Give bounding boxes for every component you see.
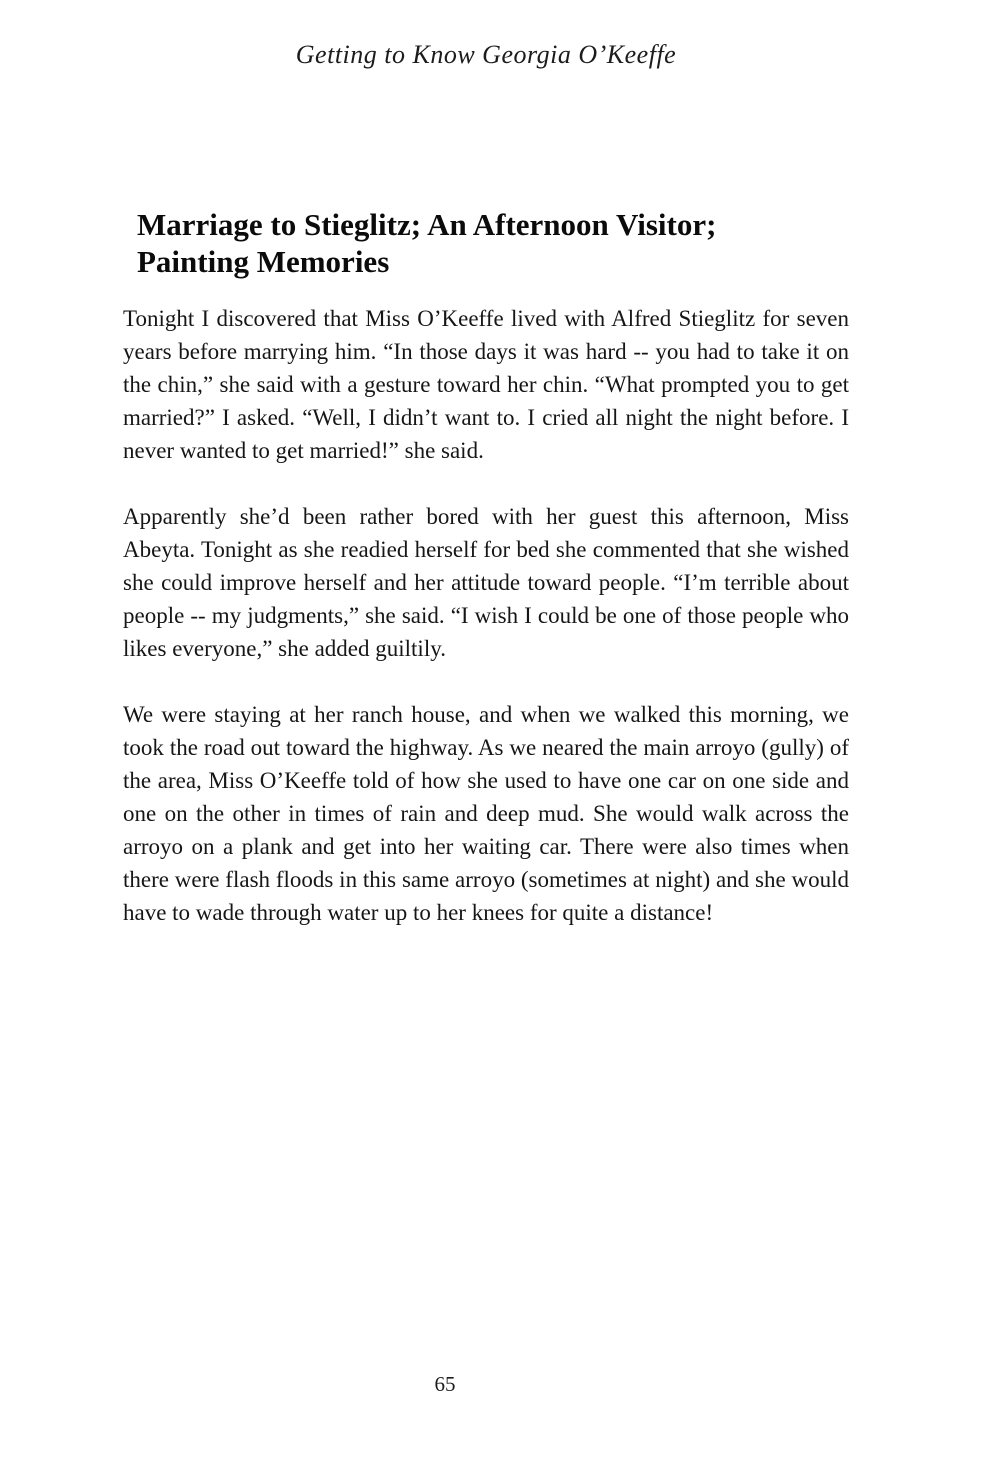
chapter-heading [137,206,867,280]
chapter-heading-line-1: Marriage to Stieglitz; An Afternoon Visitor; [137,207,717,242]
body-paragraph-2: Apparently she’d been rather bored with her guest this afternoon, Miss Abeyta. Tonight as she readied herself for bed she commented that she wished she could improve herself and her attitude toward people. “I’m terrible about people -- my judgments,” she said. “I wish I could be one of those people who likes everyone,” she added guiltily. [123,504,849,661]
body-text [123,302,849,962]
body-paragraph-1: Tonight I discovered that Miss O’Keeffe lived with Alfred Stieglitz for seven years before marrying him. “In those days it was hard -- you had to take it on the chin,” she said with a gesture toward her chin. “What prompted you to get married?” I asked. “Well, I didn’t want to. I cried all night the night before. I never wanted to get married!” she said. [123,306,849,463]
running-header: Getting to Know Georgia O’Keeffe [295,40,677,69]
page-number: 65 [434,1372,456,1396]
body-paragraph-3: We were staying at her ranch house, and when we walked this morning, we took the road out toward the highway. As we neared the main arroyo (gully) of the area, Miss O’Keeffe told of how she used to have one car on one side and one on the other in times of rain and deep mud. She would walk across the arroyo on a plank and get into her waiting car. There were also times when there were flash floods in this same arroyo (sometimes at night) and she would have to wade through water up to her knees for quite a distance! [123,702,849,925]
chapter-heading-line-2: Painting Memories [137,244,390,279]
